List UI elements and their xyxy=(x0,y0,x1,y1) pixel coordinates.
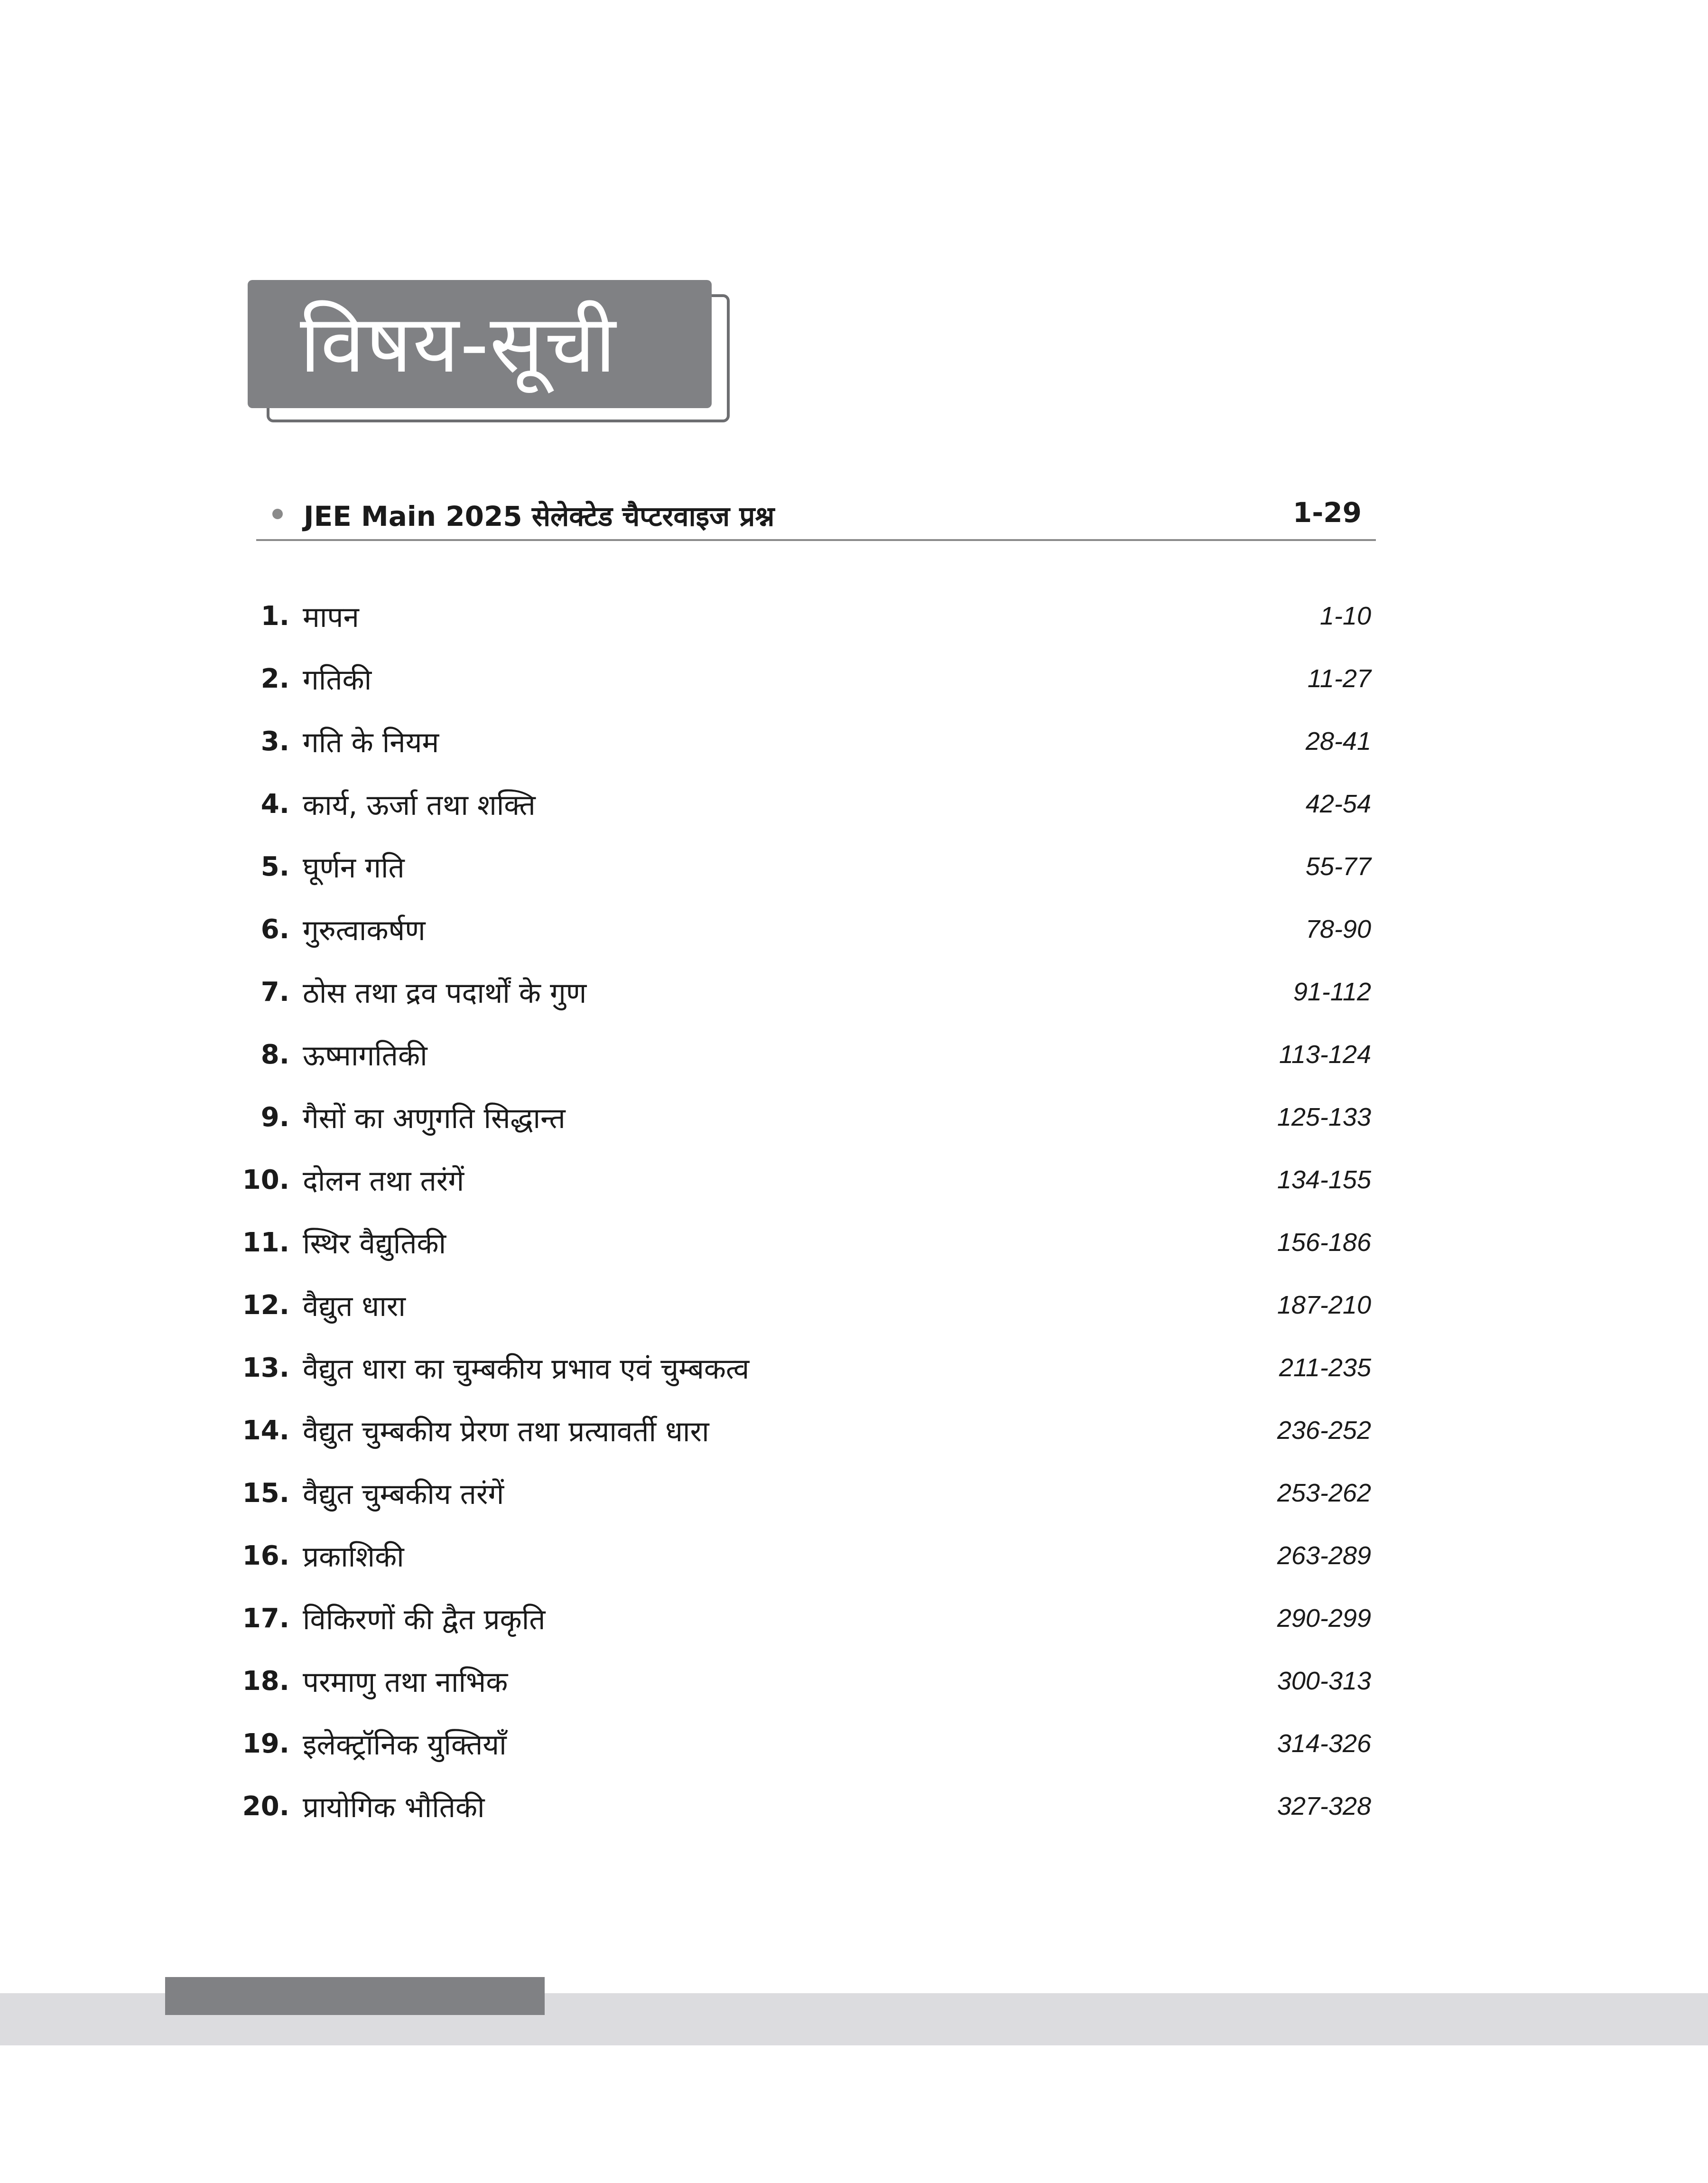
toc-row[interactable] xyxy=(228,1211,1371,1274)
chapter-pages: 327-328 xyxy=(1277,1792,1371,1820)
toc-row[interactable] xyxy=(228,773,1371,835)
chapter-title: गतिकी xyxy=(303,663,372,697)
chapter-title: परमाणु तथा नाभिक xyxy=(303,1666,508,1699)
toc-row[interactable] xyxy=(228,898,1371,961)
chapter-title: विकिरणों की द्वैत प्रकृति xyxy=(303,1603,546,1636)
chapter-number: 1. xyxy=(260,600,289,632)
chapter-pages: 314-326 xyxy=(1277,1729,1371,1758)
toc-row[interactable] xyxy=(228,1399,1371,1462)
chapter-title: ऊष्मागतिकी xyxy=(303,1039,427,1073)
chapter-pages: 253-262 xyxy=(1277,1479,1371,1507)
bullet-icon xyxy=(272,509,283,519)
chapter-title: वैद्युत धारा का चुम्बकीय प्रभाव एवं चुम्बकत्व xyxy=(303,1353,750,1386)
featured-entry[interactable] xyxy=(256,494,1376,541)
chapter-number: 17. xyxy=(242,1603,289,1634)
toc-row[interactable] xyxy=(228,1336,1371,1399)
chapter-pages: 113-124 xyxy=(1279,1040,1371,1069)
chapter-title: प्रकाशिकी xyxy=(303,1540,404,1574)
chapter-title: प्रायोगिक भौतिकी xyxy=(303,1791,485,1824)
chapter-title: वैद्युत चुम्बकीय प्रेरण तथा प्रत्यावर्ती धारा xyxy=(303,1415,709,1448)
toc-row[interactable] xyxy=(228,1775,1371,1838)
chapter-number: 13. xyxy=(242,1352,289,1383)
chapter-pages: 290-299 xyxy=(1277,1604,1371,1633)
chapter-title: दोलन तथा तरंगें xyxy=(303,1165,464,1198)
toc-row[interactable] xyxy=(228,835,1371,898)
chapter-number: 2. xyxy=(260,663,289,694)
toc-row[interactable] xyxy=(228,1587,1371,1650)
toc-row[interactable] xyxy=(228,1023,1371,1086)
toc-row[interactable] xyxy=(228,1712,1371,1775)
chapter-number: 4. xyxy=(260,788,289,820)
footer-tab xyxy=(165,1977,545,2015)
chapter-title: गति के नियम xyxy=(303,726,439,759)
chapter-pages: 78-90 xyxy=(1305,915,1371,943)
chapter-pages: 42-54 xyxy=(1305,790,1371,818)
chapter-title: मापन xyxy=(303,601,359,634)
featured-entry-pages: 1-29 xyxy=(1292,496,1362,529)
toc-row[interactable] xyxy=(228,961,1371,1023)
toc-row[interactable] xyxy=(228,710,1371,773)
toc-row[interactable] xyxy=(228,1462,1371,1524)
featured-entry-title: JEE Main 2025 सेलेक्टेड चैप्टरवाइज प्रश्न xyxy=(304,500,775,532)
chapter-number: 15. xyxy=(242,1477,289,1509)
chapter-pages: 300-313 xyxy=(1277,1667,1371,1695)
chapter-pages: 1-10 xyxy=(1319,602,1371,630)
chapter-title: ठोस तथा द्रव पदार्थों के गुण xyxy=(303,977,587,1010)
chapter-pages: 55-77 xyxy=(1305,852,1371,881)
chapter-pages: 134-155 xyxy=(1277,1166,1371,1194)
chapter-number: 14. xyxy=(242,1415,289,1446)
chapter-number: 6. xyxy=(260,914,289,945)
table-of-contents xyxy=(228,585,1371,1838)
chapter-title: गुरुत्वाकर्षण xyxy=(303,914,426,947)
chapter-title: इलेक्ट्रॉनिक युक्तियाँ xyxy=(303,1728,507,1762)
chapter-number: 16. xyxy=(242,1540,289,1571)
title-badge-fill xyxy=(248,280,712,408)
chapter-number: 5. xyxy=(260,851,289,882)
chapter-pages: 125-133 xyxy=(1277,1103,1371,1131)
chapter-title: वैद्युत चुम्बकीय तरंगें xyxy=(303,1478,504,1511)
chapter-number: 3. xyxy=(260,726,289,757)
toc-row[interactable] xyxy=(228,1086,1371,1148)
chapter-number: 12. xyxy=(242,1289,289,1321)
chapter-number: 11. xyxy=(242,1227,289,1258)
toc-row[interactable] xyxy=(228,1524,1371,1587)
chapter-number: 9. xyxy=(260,1101,289,1133)
chapter-title: वैद्युत धारा xyxy=(303,1290,406,1323)
chapter-pages: 91-112 xyxy=(1293,978,1371,1006)
toc-row[interactable] xyxy=(228,1650,1371,1712)
chapter-title: गैसों का अणुगति सिद्धान्त xyxy=(303,1102,566,1135)
chapter-number: 7. xyxy=(260,976,289,1008)
chapter-pages: 187-210 xyxy=(1277,1291,1371,1319)
chapter-pages: 28-41 xyxy=(1305,727,1371,756)
chapter-pages: 236-252 xyxy=(1277,1416,1371,1445)
page-title: विषय-सूची xyxy=(300,298,617,391)
chapter-pages: 11-27 xyxy=(1307,664,1371,693)
chapter-pages: 156-186 xyxy=(1277,1228,1371,1257)
chapter-pages: 263-289 xyxy=(1277,1541,1371,1570)
title-badge xyxy=(248,280,732,427)
toc-row[interactable] xyxy=(228,1274,1371,1336)
toc-row[interactable] xyxy=(228,647,1371,710)
chapter-pages: 211-235 xyxy=(1279,1353,1371,1382)
chapter-number: 8. xyxy=(260,1039,289,1070)
toc-row[interactable] xyxy=(228,1148,1371,1211)
chapter-number: 10. xyxy=(242,1164,289,1195)
chapter-title: घूर्णन गति xyxy=(303,851,405,885)
toc-row[interactable] xyxy=(228,585,1371,647)
chapter-title: स्थिर वैद्युतिकी xyxy=(303,1227,446,1260)
chapter-number: 20. xyxy=(242,1791,289,1822)
chapter-number: 19. xyxy=(242,1728,289,1759)
chapter-number: 18. xyxy=(242,1665,289,1697)
chapter-title: कार्य, ऊर्जा तथा शक्ति xyxy=(303,789,536,822)
